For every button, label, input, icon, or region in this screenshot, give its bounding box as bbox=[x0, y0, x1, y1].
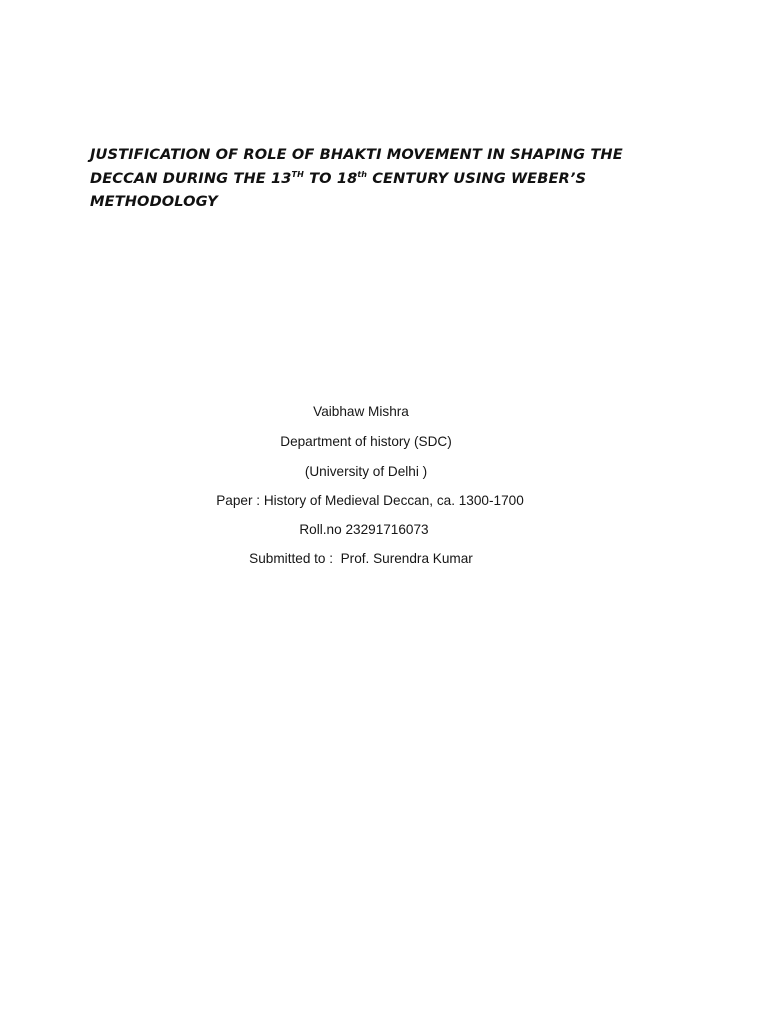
document-title bbox=[90, 143, 670, 214]
title-line-3: METHODOLOGY bbox=[90, 193, 218, 210]
department: Department of history (SDC) bbox=[280, 434, 452, 449]
title-superscript-th: TH bbox=[291, 169, 304, 179]
title-line-2-prefix: DECCAN DURING THE 13 bbox=[90, 169, 292, 187]
title-line-1: JUSTIFICATION OF ROLE OF BHAKTI MOVEMENT IN SHAPING THE bbox=[90, 146, 623, 163]
roll-number: Roll.no 23291716073 bbox=[299, 522, 429, 537]
university: (University of Delhi ) bbox=[304, 464, 428, 479]
title-line-2-mid: TO 18 bbox=[303, 169, 358, 187]
title-superscript-th-lower: th bbox=[357, 169, 368, 179]
submitted-to: Submitted to : Prof. Surendra Kumar bbox=[249, 551, 473, 566]
paper-name: Paper : History of Medieval Deccan, ca. 1300-1700 bbox=[216, 493, 524, 508]
title-line-2-suffix: CENTURY USING WEBER’S bbox=[367, 169, 587, 187]
author-name: Vaibhaw Mishra bbox=[313, 404, 409, 419]
